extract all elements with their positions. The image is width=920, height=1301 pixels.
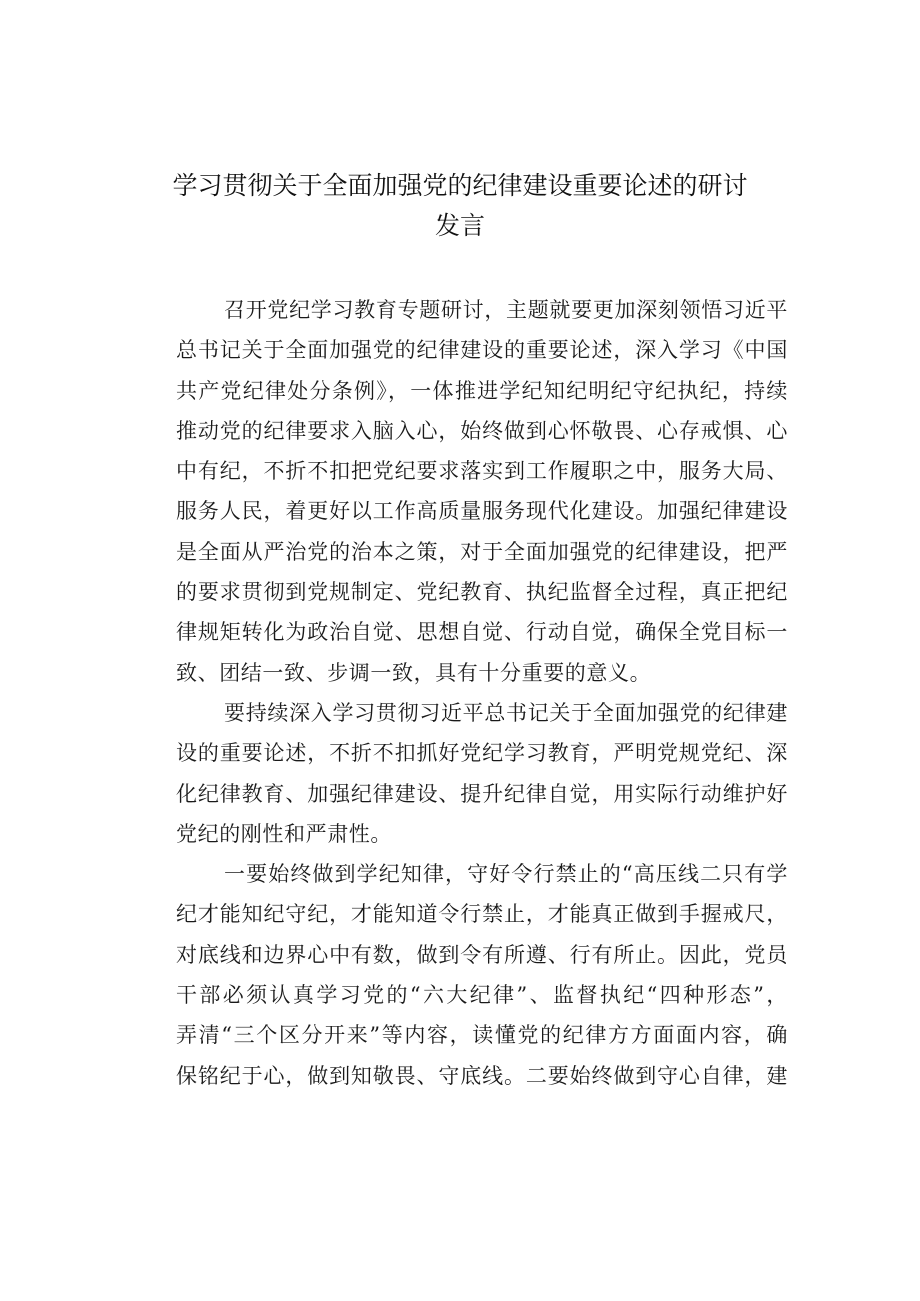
text-line: 对底线和边界心中有数，做到令有所遵、行有所止。因此，党员 <box>176 942 788 967</box>
document-body <box>134 290 788 1096</box>
text-line: 弄清“三个区分开来”等内容，读懂党的纪律方方面面内容，确 <box>176 1023 788 1048</box>
paragraph-1 <box>134 290 788 693</box>
text-line: 党纪的刚性和严肃性。 <box>176 821 392 846</box>
text-line: 中有纪，不折不扣把党纪要求落实到工作履职之中，服务大局、 <box>176 459 788 484</box>
text-line: 的要求贯彻到党规制定、党纪教育、执纪监督全过程，真正把纪 <box>176 580 788 605</box>
text-line: 致、团结一致、步调一致，具有十分重要的意义。 <box>176 660 652 685</box>
text-line: 律规矩转化为政治自觉、思想自觉、行动自觉，确保全党目标一 <box>176 620 788 645</box>
text-line: 纪才能知纪守纪，才能知道令行禁止，才能真正做到手握戒尺， <box>176 902 788 927</box>
text-line: 要持续深入学习贯彻习近平总书记关于全面加强党的纪律建 <box>224 700 788 725</box>
text-line: 一要始终做到学纪知律，守好令行禁止的“高压线二只有学 <box>224 862 788 887</box>
document-title <box>110 166 810 246</box>
title-line-1: 学习贯彻关于全面加强党的纪律建设重要论述的研讨 <box>172 171 748 200</box>
title-line-2: 发言 <box>434 211 485 240</box>
text-line: 干部必须认真学习党的“六大纪律”、监督执纪“四种形态”， <box>176 983 788 1008</box>
text-line: 是全面从严治党的治本之策，对于全面加强党的纪律建设，把严 <box>176 539 788 564</box>
text-line: 总书记关于全面加强党的纪律建设的重要论述，深入学习《中国 <box>176 338 788 363</box>
text-line: 保铭纪于心，做到知敬畏、守底线。二要始终做到守心自律，建 <box>176 1063 788 1088</box>
text-line: 推动党的纪律要求入脑入心，始终做到心怀敬畏、心存戒惧、心 <box>176 418 788 443</box>
text-line: 化纪律教育、加强纪律建设、提升纪律自觉，用实际行动维护好 <box>176 781 788 806</box>
paragraph-3 <box>134 854 788 1096</box>
text-line: 设的重要论述，不折不扣抓好党纪学习教育，严明党规党纪、深 <box>176 741 788 766</box>
text-line: 共产党纪律处分条例》，一体推进学纪知纪明纪守纪执纪，持续 <box>176 378 788 403</box>
text-line: 服务人民，着更好以工作高质量服务现代化建设。加强纪律建设 <box>176 499 788 524</box>
text-line: 召开党纪学习教育专题研讨，主题就要更加深刻领悟习近平 <box>224 298 788 322</box>
paragraph-2 <box>134 693 788 854</box>
